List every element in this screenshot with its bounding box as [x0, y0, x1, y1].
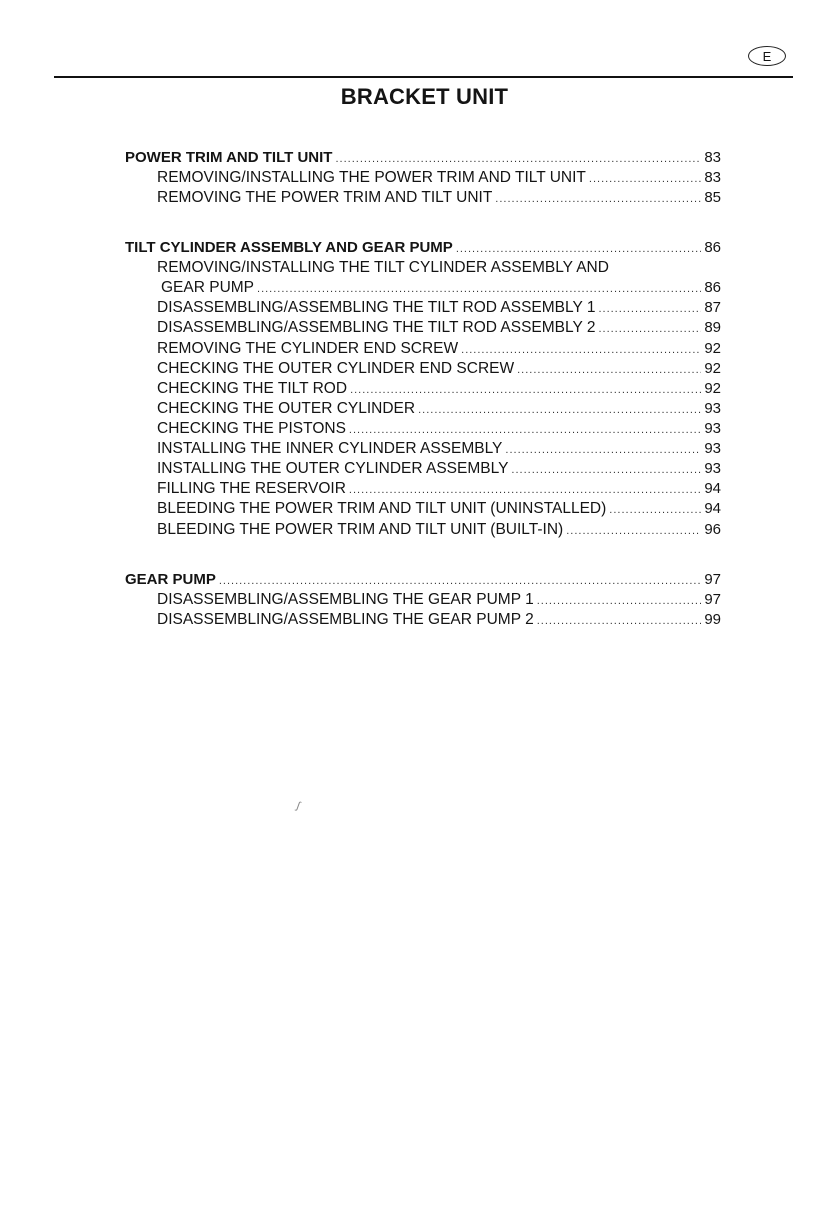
- toc-item[interactable]: [157, 318, 721, 338]
- toc-page-number: 87: [704, 299, 721, 316]
- toc-page-number: 97: [704, 571, 721, 588]
- leader-dots: [517, 360, 701, 380]
- leader-dots: [219, 571, 701, 591]
- toc-item-label: BLEEDING THE POWER TRIM AND TILT UNIT (BUILT-IN): [157, 521, 564, 538]
- toc-page-number: 86: [704, 279, 721, 296]
- toc-item[interactable]: [157, 520, 721, 540]
- toc-page-number: 89: [704, 319, 721, 336]
- toc-page-number: 92: [704, 360, 721, 377]
- toc-item[interactable]: [157, 399, 721, 419]
- leader-dots: [350, 380, 701, 400]
- toc-page-number: 94: [704, 500, 721, 517]
- toc-section-power-trim-and-tilt-unit[interactable]: [125, 148, 721, 168]
- scan-speck: ʃ: [295, 799, 302, 813]
- leader-dots: [609, 500, 701, 520]
- leader-dots: [257, 279, 701, 299]
- toc-item-label: BLEEDING THE POWER TRIM AND TILT UNIT (UNINSTALLED): [157, 500, 607, 517]
- toc-section-gear-pump[interactable]: [125, 570, 721, 590]
- language-badge-label: E: [762, 48, 772, 64]
- toc-page-number: 93: [704, 460, 721, 477]
- header-rule: [54, 76, 793, 78]
- leader-dots: [349, 480, 701, 500]
- toc-page-number: 93: [704, 400, 721, 417]
- leader-dots: [349, 420, 701, 440]
- toc-item-label: DISASSEMBLING/ASSEMBLING THE TILT ROD ASSEMBLY 2: [157, 319, 596, 336]
- leader-dots: [461, 340, 701, 360]
- toc-page-number: 93: [704, 440, 721, 457]
- toc-item[interactable]: [161, 278, 721, 298]
- toc-item-label: DISASSEMBLING/ASSEMBLING THE TILT ROD ASSEMBLY 1: [157, 299, 596, 316]
- leader-dots: [537, 611, 702, 631]
- toc-item[interactable]: [157, 339, 721, 359]
- toc-section-title: POWER TRIM AND TILT UNIT: [125, 149, 333, 166]
- toc-page-number: 92: [704, 380, 721, 397]
- toc-item-label: FILLING THE RESERVOIR: [157, 480, 346, 497]
- leader-dots: [335, 149, 701, 169]
- toc-item-label: INSTALLING THE OUTER CYLINDER ASSEMBLY: [157, 460, 509, 477]
- toc-page-number: 96: [704, 521, 721, 538]
- leader-dots: [495, 189, 701, 209]
- toc-item-label: DISASSEMBLING/ASSEMBLING THE GEAR PUMP 2: [157, 611, 534, 628]
- toc-item-label-line2: GEAR PUMP: [161, 279, 255, 296]
- toc-item[interactable]: [157, 188, 721, 208]
- toc-page-number: 85: [704, 189, 721, 206]
- toc-item[interactable]: [157, 168, 721, 188]
- toc-item[interactable]: [157, 439, 721, 459]
- toc-page-number: 99: [704, 611, 721, 628]
- toc-item[interactable]: [157, 610, 721, 630]
- leader-dots: [566, 521, 701, 541]
- leader-dots: [456, 239, 702, 259]
- toc-page-number: 86: [704, 239, 721, 256]
- toc-section-title: TILT CYLINDER ASSEMBLY AND GEAR PUMP: [125, 239, 453, 256]
- toc-page-number: 93: [704, 420, 721, 437]
- toc-item[interactable]: [157, 499, 721, 519]
- toc-item-label: CHECKING THE TILT ROD: [157, 380, 348, 397]
- toc-item-label-line1[interactable]: REMOVING/INSTALLING THE TILT CYLINDER ASSEMBLY AND: [157, 259, 609, 276]
- toc-item-label: REMOVING THE CYLINDER END SCREW: [157, 340, 459, 357]
- toc-item[interactable]: [157, 459, 721, 479]
- leader-dots: [511, 460, 701, 480]
- leader-dots: [589, 169, 701, 189]
- leader-dots: [537, 591, 702, 611]
- leader-dots: [505, 440, 701, 460]
- toc-page-number: 83: [704, 149, 721, 166]
- toc-item-label: REMOVING THE POWER TRIM AND TILT UNIT: [157, 189, 493, 206]
- toc-page-number: 83: [704, 169, 721, 186]
- toc-item-label: CHECKING THE PISTONS: [157, 420, 346, 437]
- toc-page-number: 92: [704, 340, 721, 357]
- toc-item[interactable]: [157, 298, 721, 318]
- language-badge: [748, 46, 786, 66]
- toc-item-label: INSTALLING THE INNER CYLINDER ASSEMBLY: [157, 440, 503, 457]
- toc-item-label: CHECKING THE OUTER CYLINDER: [157, 400, 416, 417]
- toc-item-label: CHECKING THE OUTER CYLINDER END SCREW: [157, 360, 515, 377]
- toc-item[interactable]: [157, 590, 721, 610]
- page-title: BRACKET UNIT: [340, 84, 509, 109]
- leader-dots: [418, 400, 701, 420]
- leader-dots: [598, 319, 701, 339]
- toc-item[interactable]: [157, 479, 721, 499]
- toc-page-number: 94: [704, 480, 721, 497]
- toc-item[interactable]: [157, 379, 721, 399]
- toc-item-label: REMOVING/INSTALLING THE POWER TRIM AND TILT UNIT: [157, 169, 586, 186]
- toc-section-tilt-cylinder-assembly-and-gear-pump[interactable]: [125, 238, 721, 258]
- toc-section-title: GEAR PUMP: [125, 571, 216, 588]
- leader-dots: [598, 299, 701, 319]
- toc-item[interactable]: [157, 359, 721, 379]
- toc-page-number: 97: [704, 591, 721, 608]
- toc-item-label: DISASSEMBLING/ASSEMBLING THE GEAR PUMP 1: [157, 591, 534, 608]
- toc-item[interactable]: [157, 419, 721, 439]
